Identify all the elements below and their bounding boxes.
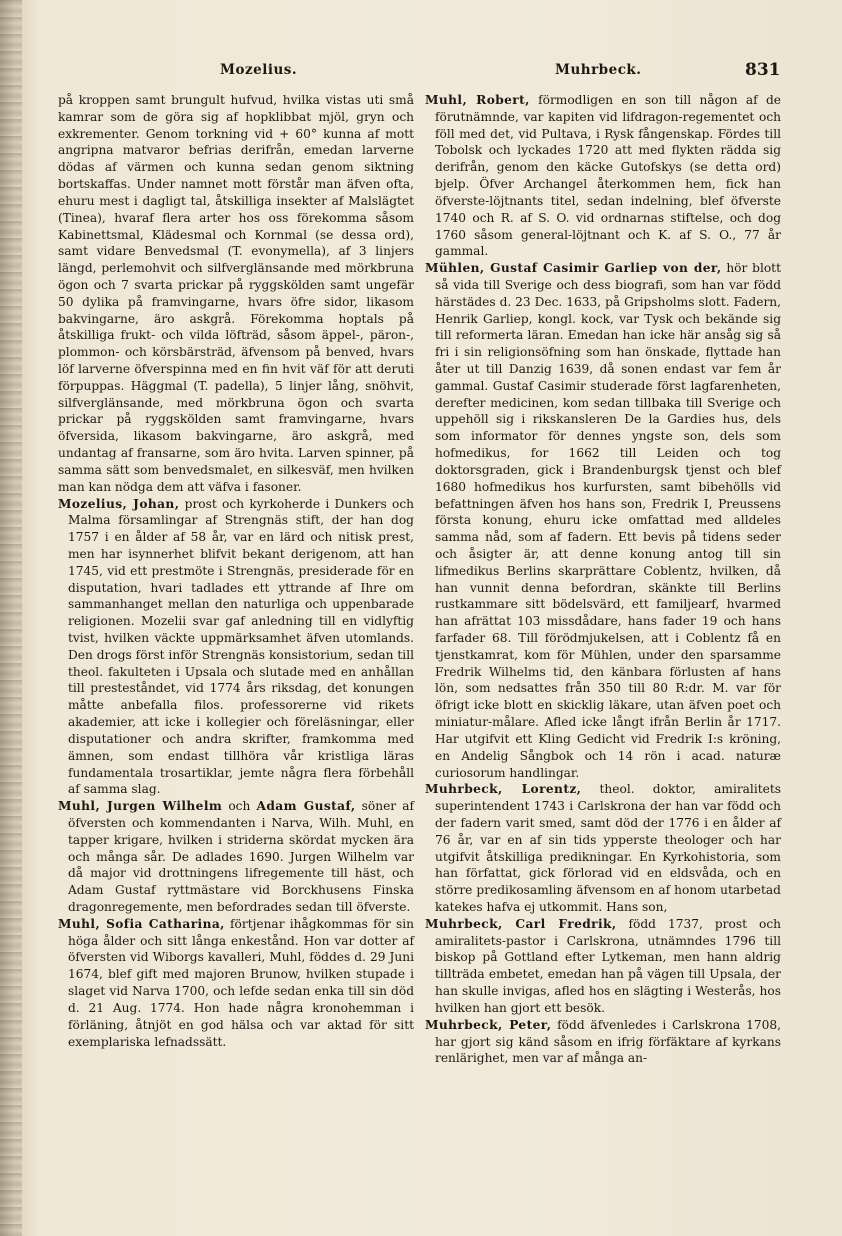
entry-body: förmodligen en son till någon af de förutnämnde, var kapiten vid lifdragon-regementet och föll med det, vid Pultava, i Rysk fångenskap. Fördes till Tobolsk och lyckades 1720 att med flykten rädda sig derifrån, genom den käcke Gutofskys (se detta ord) bjelp. Öfver Archangel återkommen hem, fick han öfverste-löjtnants titel, sedan indelning, blef öfverste 1740 och R. af S. O. vid ordnarnas stiftelse, och dog 1760 såsom general-löjtnant och K. af S. O., 77 år gammal. [435,93,781,259]
entry-muhrbeck-lorentz [425,781,781,916]
entry-mozelius-johan [58,496,414,799]
entry-headword: Muhrbeck, Carl Fredrik, [425,916,617,931]
entry-body: född äfvenledes i Carlskrona 1708, har gjort sig känd såsom en ifrig förfäktare af kyrkans renlärighet, men var af många an- [435,1017,781,1066]
entry-body: förtjenar ihågkommas för sin höga ålder och sitt långa enkestånd. Hon var dotter af öfversten vid Wiborgs kavalleri, Muhl, föddes d. 29 Juni 1674, blef gift med majoren Brunow, hvilken stupade i slaget vid Narva 1700, och lefde sedan enka till sin död d. 21 Aug. 1774. Hon hade några kronohemman i förläning, åtnjöt en god hälsa och var aktad för sitt exemplariska lefnadssätt. [68,916,415,1049]
entry-headword: Muhl, Jurgen Wilhelm [58,799,223,814]
entry-muhl-sofia [58,916,414,1051]
binding-gutter [0,0,22,1236]
entry-body: hör blott så vida till Sverige och dess biografi, som han var född härstädes d. 23 Dec. 1633, på Gripsholms slott. Fadern, Henrik Garliep, kongl. kock, var Tysk och bekände sig till reformerta läran. Emedan han icke här ansåg sig så fri i sin religionsöfning som han önskade, flyttade han åter ut till Danzig 1639, då sonen endast var fem år gammal. Gustaf Casimir studerade först lagfarenheten, derefter medicinen, kom sedan tillbaka till Sverige och uppehöll sig i rikskansleren De la Gardies hus, dels som informator för dennes yngste son, dels som hofmedikus, for 1662 till Leiden och tog doktorsgraden, gick i Brandenburgsk tjenst och blef 1680 hofmedikus hos kurfursten, samt bibehölls vid befattningen äfven hos hans son, Fredrik I, Preussens första konung, ehuru icke omfattad med alldeles samma nåd, som af fadern. Ett bevis på tidens seder och åsigter är, att denne konung antog till sin lifmedikus Berlins skarprättare Coblentz, hvilken, då han vunnit denna befordran, skänkte till Berlins rustkammare sitt bödelsvärd, ett familjearf, hvarmed han afrättat 103 missdådare, hans fader 19 och hans farfader 68. Till förödmjukelsen, att i Coblentz få en tjenstkamrat, kom för Mühlen, under den sparsamme Fredrik Wilhelms tid, den känbara förlusten af hans lön, som nedsattes från 350 till 80 R:dr. M. var för öfrigt icke blott en skicklig läkare, utan äfven poet och miniatur-målare. Afled icke långt ifrån Berlin år 1717. Har utgifvit ett Kling Gedicht vid Fredrik I:s kröning, en Andelig Sångbok och 14 rön i acad. naturæ curiosorum handlingar. [435,261,781,780]
page-number: 831 [745,60,781,80]
right-column [425,92,781,1067]
entry-muhrbeck-carl [425,916,781,1017]
entry-muhlen-gustaf [425,260,781,781]
entry-body: född 1737, prost och amiralitets-pastor i Carlskrona, utnämndes 1796 till biskop på Gottland efter Lytkeman, men hann aldrig tillträda embetet, emedan han på vägen till Upsala, der han skulle invigas, afled hos en slägting i Westerås, hos hvilken han gjort ett besök. [435,916,782,1015]
entry-headword: Muhrbeck, Peter, [425,1017,552,1032]
entry-muhrbeck-peter [425,1017,781,1067]
header-right-word: Muhrbeck. [555,62,642,78]
entry-headword: Muhrbeck, Lorentz, [425,782,582,797]
entry-headword-second: Adam Gustaf, [256,799,356,814]
entry-body: theol. doktor, amiralitets superintendent 1743 i Carlskrona der han var född och der fadern varit smed, samt död der 1776 i en ålder af 76 år, var en af sin tids ypperste theologer och har utgifvit åtskilliga predikningar. En Kyrkohistoria, som han författat, gick förlorad vid en eldsvåda, och en större predikosamling äfvensom en af honom utarbetad katekes hafva ej utkommit. Hans son, [435,782,781,914]
entry-headword: Muhl, Sofia Catharina, [58,916,225,931]
running-header [0,60,842,82]
entry-body: söner af öfversten och kommendanten i Narva, Wilh. Muhl, en tapper krigare, hvilken i striderna skördat mycken ära och många sår. De adlades 1690. Jurgen Wilhelm var då major vid drottningens lifregemente till häst, och Adam Gustaf ryttmästare vid Borckhusens Finska dragonregemente, men befordrades sedan till öfverste. [68,799,415,914]
entry-body: prost och kyrkoherde i Dunkers och Malma församlingar af Strengnäs stift, der han dog 1757 i en ålder af 58 år, var en lärd och nitisk prest, men har isynnerhet blifvit bekant derigenom, att han 1745, vid ett prestmöte i Strengnäs, presiderade för en disputation, hvari tadlades ett yttrande af Ihre om sammanhanget mellan den naturliga och uppenbarade religionen. Mozelii svar gaf anledning till en vidlyftig tvist, hvilken väckte uppmärksamhet äfven utomlands. Den drogs först inför Strengnäs konsistorium, sedan till theol. fakulteten i Upsala och slutade med en anhållan till presteståndet, vid 1774 års riksdag, det konungen måtte anbefalla filos. professorerne vid rikets akademier, att icke i kollegier och föreläsningar, eller disputationer och andra skrifter, framkomma med ämnen, som endast tillhöra vår kristliga läras fundamentala trosartiklar, jemte några flera förbehåll af samma slag. [68,496,415,797]
continued-entry-text: på kroppen samt brungult hufvud, hvilka vistas uti små kamrar som de göra sig af hopklibbat mjöl, gryn och exkrementer. Genom torkning vid + 60° kunna af mott angripna matvaror befrias derifrån, emedan larverne dödas af värmen och kunna sedan genom siktning bortskaffas. Under namnet mott förstår man äfven ofta, ehuru mest i dagligt tal, åtskilliga insekter af Malslägtet (Tinea), hvaraf flera arter hos oss förekomma såsom Kabinettsmal, Klädesmal och Kornmal (se dessa ord), samt vidare Benvedsmal (T. evonymella), af 3 linjers längd, perlemohvit och silfverglänsande med mörkbruna ögon och 7 svarta prickar på ryggskölden samt ungefär 50 dylika på framvingarne, hvars öfre sidor, likasom bakvingarne, äro askgrå. Förekomma hoptals på åtskilliga frukt- och vilda löfträd, såsom äppel-, päron-, plommon- och körsbärsträd, äfvensom på benved, hvars löf larverne öfverspinna med en fin hvit väf för att deruti förpuppas. Häggmal (T. padella), 5 linjer lång, snöhvit, silfverglänsande, med mörkbruna ögon och svarta prickar på ryggskölden samt framvingarne, hvars öfversida, likasom bakvingarne, äro askgrå, med undantag af fransarne, som äro hvita. Larven spinner, på samma sätt som benvedsmalet, en silkesväf, men hvilken man kan nödga dem att väfva i fasoner. [58,93,414,494]
entry-headword: Muhl, Robert, [425,93,530,107]
header-left-word: Mozelius. [220,62,298,78]
entry-headword: Mühlen, Gustaf Casimir Garliep von der, [425,261,722,276]
left-column [58,92,414,1050]
entry-connector: och [228,799,251,814]
entry-muhl-robert [425,92,781,260]
entry-headword: Mozelius, Johan, [58,496,180,511]
entry-muhl-jurgen-adam [58,798,414,916]
